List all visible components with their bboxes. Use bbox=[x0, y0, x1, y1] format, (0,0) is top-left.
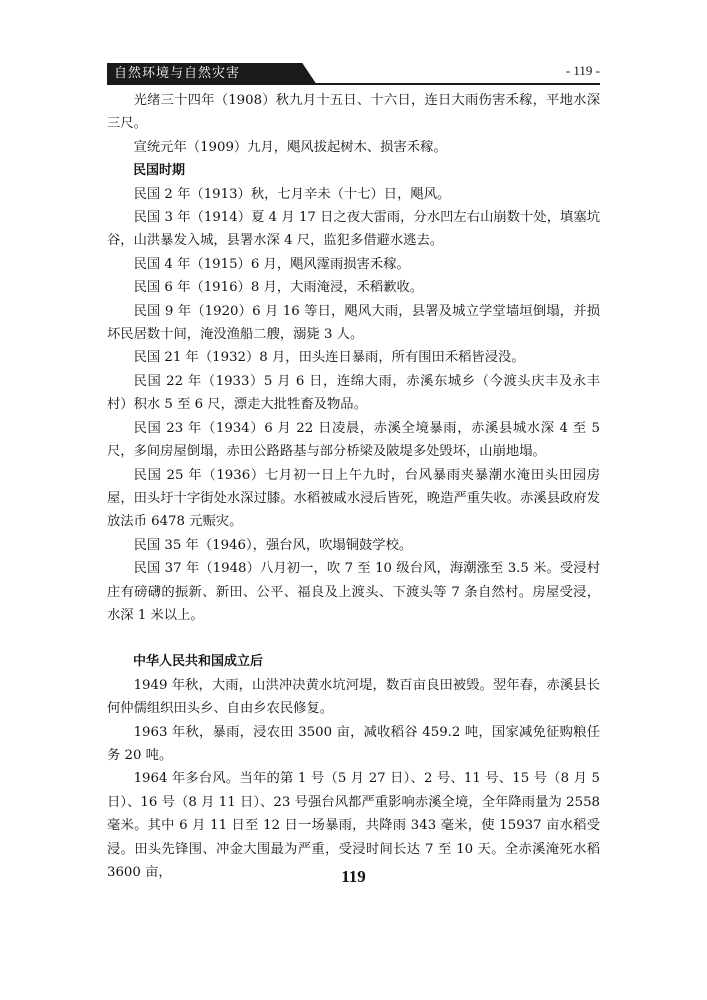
paragraph-1936: 民国 25 年（1936）七月初一日上午九时，台风暴雨夹暴潮水淹田头田园房屋，田头圩十字街处水深过膝。水稻被咸水浸后皆死，晚造严重失收。赤溪县政府发放法币 6478 元赈灾。 bbox=[107, 467, 600, 530]
section-heading-prc: 中华人民共和国成立后 bbox=[133, 654, 264, 670]
paragraph-1914: 民国 3 年（1914）夏 4 月 17 日之夜大雷雨，分水凹左右山崩数十处，填塞坑谷，山洪暴发入城，县署水深 4 尺，监犯多借避水逃去。 bbox=[107, 210, 600, 249]
header-divider bbox=[107, 83, 600, 85]
paragraph-1963: 1963 年秋，暴雨，浸农田 3500 亩，减收稻谷 459.2 吨，国家减免征购粮任务 20 吨。 bbox=[107, 724, 600, 763]
paragraph-1934: 民国 23 年（1934）6 月 22 日凌晨，赤溪全境暴雨，赤溪县城水深 4 至 5 尺，多间房屋倒塌，赤田公路路基与部分桥梁及陂堤多处毁坏，山崩地塌。 bbox=[107, 420, 600, 460]
page-body bbox=[107, 89, 600, 884]
section-spacer bbox=[107, 627, 600, 650]
paragraph-1920: 民国 9 年（1920）6 月 16 等日，飓风大雨，县署及城立学堂墙垣倒塌，并损坏民居数十间，淹没渔船二艘，溺毙 3 人。 bbox=[107, 303, 600, 343]
paragraph-1964: 1964 年多台风。当年的第 1 号（5 月 27 日）、2 号、11 号、15 号（8 月 5 日）、16 号（8 月 11 日）、23 号强台风都严重影响赤溪全境，全年降雨量为 2558 毫米。其中 6 月 11 日至 12 日一场暴雨，共降雨 343 毫米，使 15937 亩水稻受浸。田头先锋围、冲金大围最为严重，受浸时间长达 7 至 10 天。全赤溪淹死水稻 3600 亩， bbox=[107, 771, 600, 880]
paragraph-1915: 民国 4 年（1915）6 月，飓风霪雨损害禾稼。 bbox=[133, 256, 410, 272]
paragraph-1933: 民国 22 年（1933）5 月 6 日，连绵大雨，赤溪东城乡（今渡头庆丰及永丰村）积水 5 至 6 尺，漂走大批牲畜及物品。 bbox=[107, 373, 600, 413]
paragraph-1908: 光绪三十四年（1908）秋九月十五日、十六日，连日大雨伤害禾稼，平地水深三尺。 bbox=[107, 93, 600, 132]
paragraph-1932: 民国 21 年（1932）8 月，田头连日暴雨，所有围田禾稻皆浸没。 bbox=[133, 350, 525, 366]
running-header-title: 自然环境与自然灾害 bbox=[114, 66, 241, 81]
paragraph-1913: 民国 2 年（1913）秋，七月辛未（十七）日，飓风。 bbox=[133, 186, 451, 202]
paragraph-1909: 宣统元年（1909）九月，飓风拔起树木、损害禾稼。 bbox=[133, 139, 447, 155]
footer-page-number: 119 bbox=[341, 867, 366, 886]
paragraph-1949: 1949 年秋，大雨，山洪冲决黄水坑河堤，数百亩良田被毁。翌年春，赤溪县长何仲儒组织田头乡、自由乡农民修复。 bbox=[107, 677, 600, 717]
paragraph-1916: 民国 6 年（1916）8 月，大雨淹浸，禾稻歉收。 bbox=[133, 280, 424, 296]
section-heading-republic: 民国时期 bbox=[133, 163, 186, 179]
paragraph-1946: 民国 35 年（1946），强台风，吹塌铜鼓学校。 bbox=[133, 537, 413, 553]
paragraph-1948: 民国 37 年（1948）八月初一，吹 7 至 10 级台风，海潮涨至 3.5 米。受浸村庄有磅礴的振新、新田、公平、福良及上渡头、下渡头等 7 条自然村。房屋受浸，水深 1 米以上。 bbox=[107, 561, 600, 623]
running-header-page-number: - 119 - bbox=[565, 63, 600, 78]
